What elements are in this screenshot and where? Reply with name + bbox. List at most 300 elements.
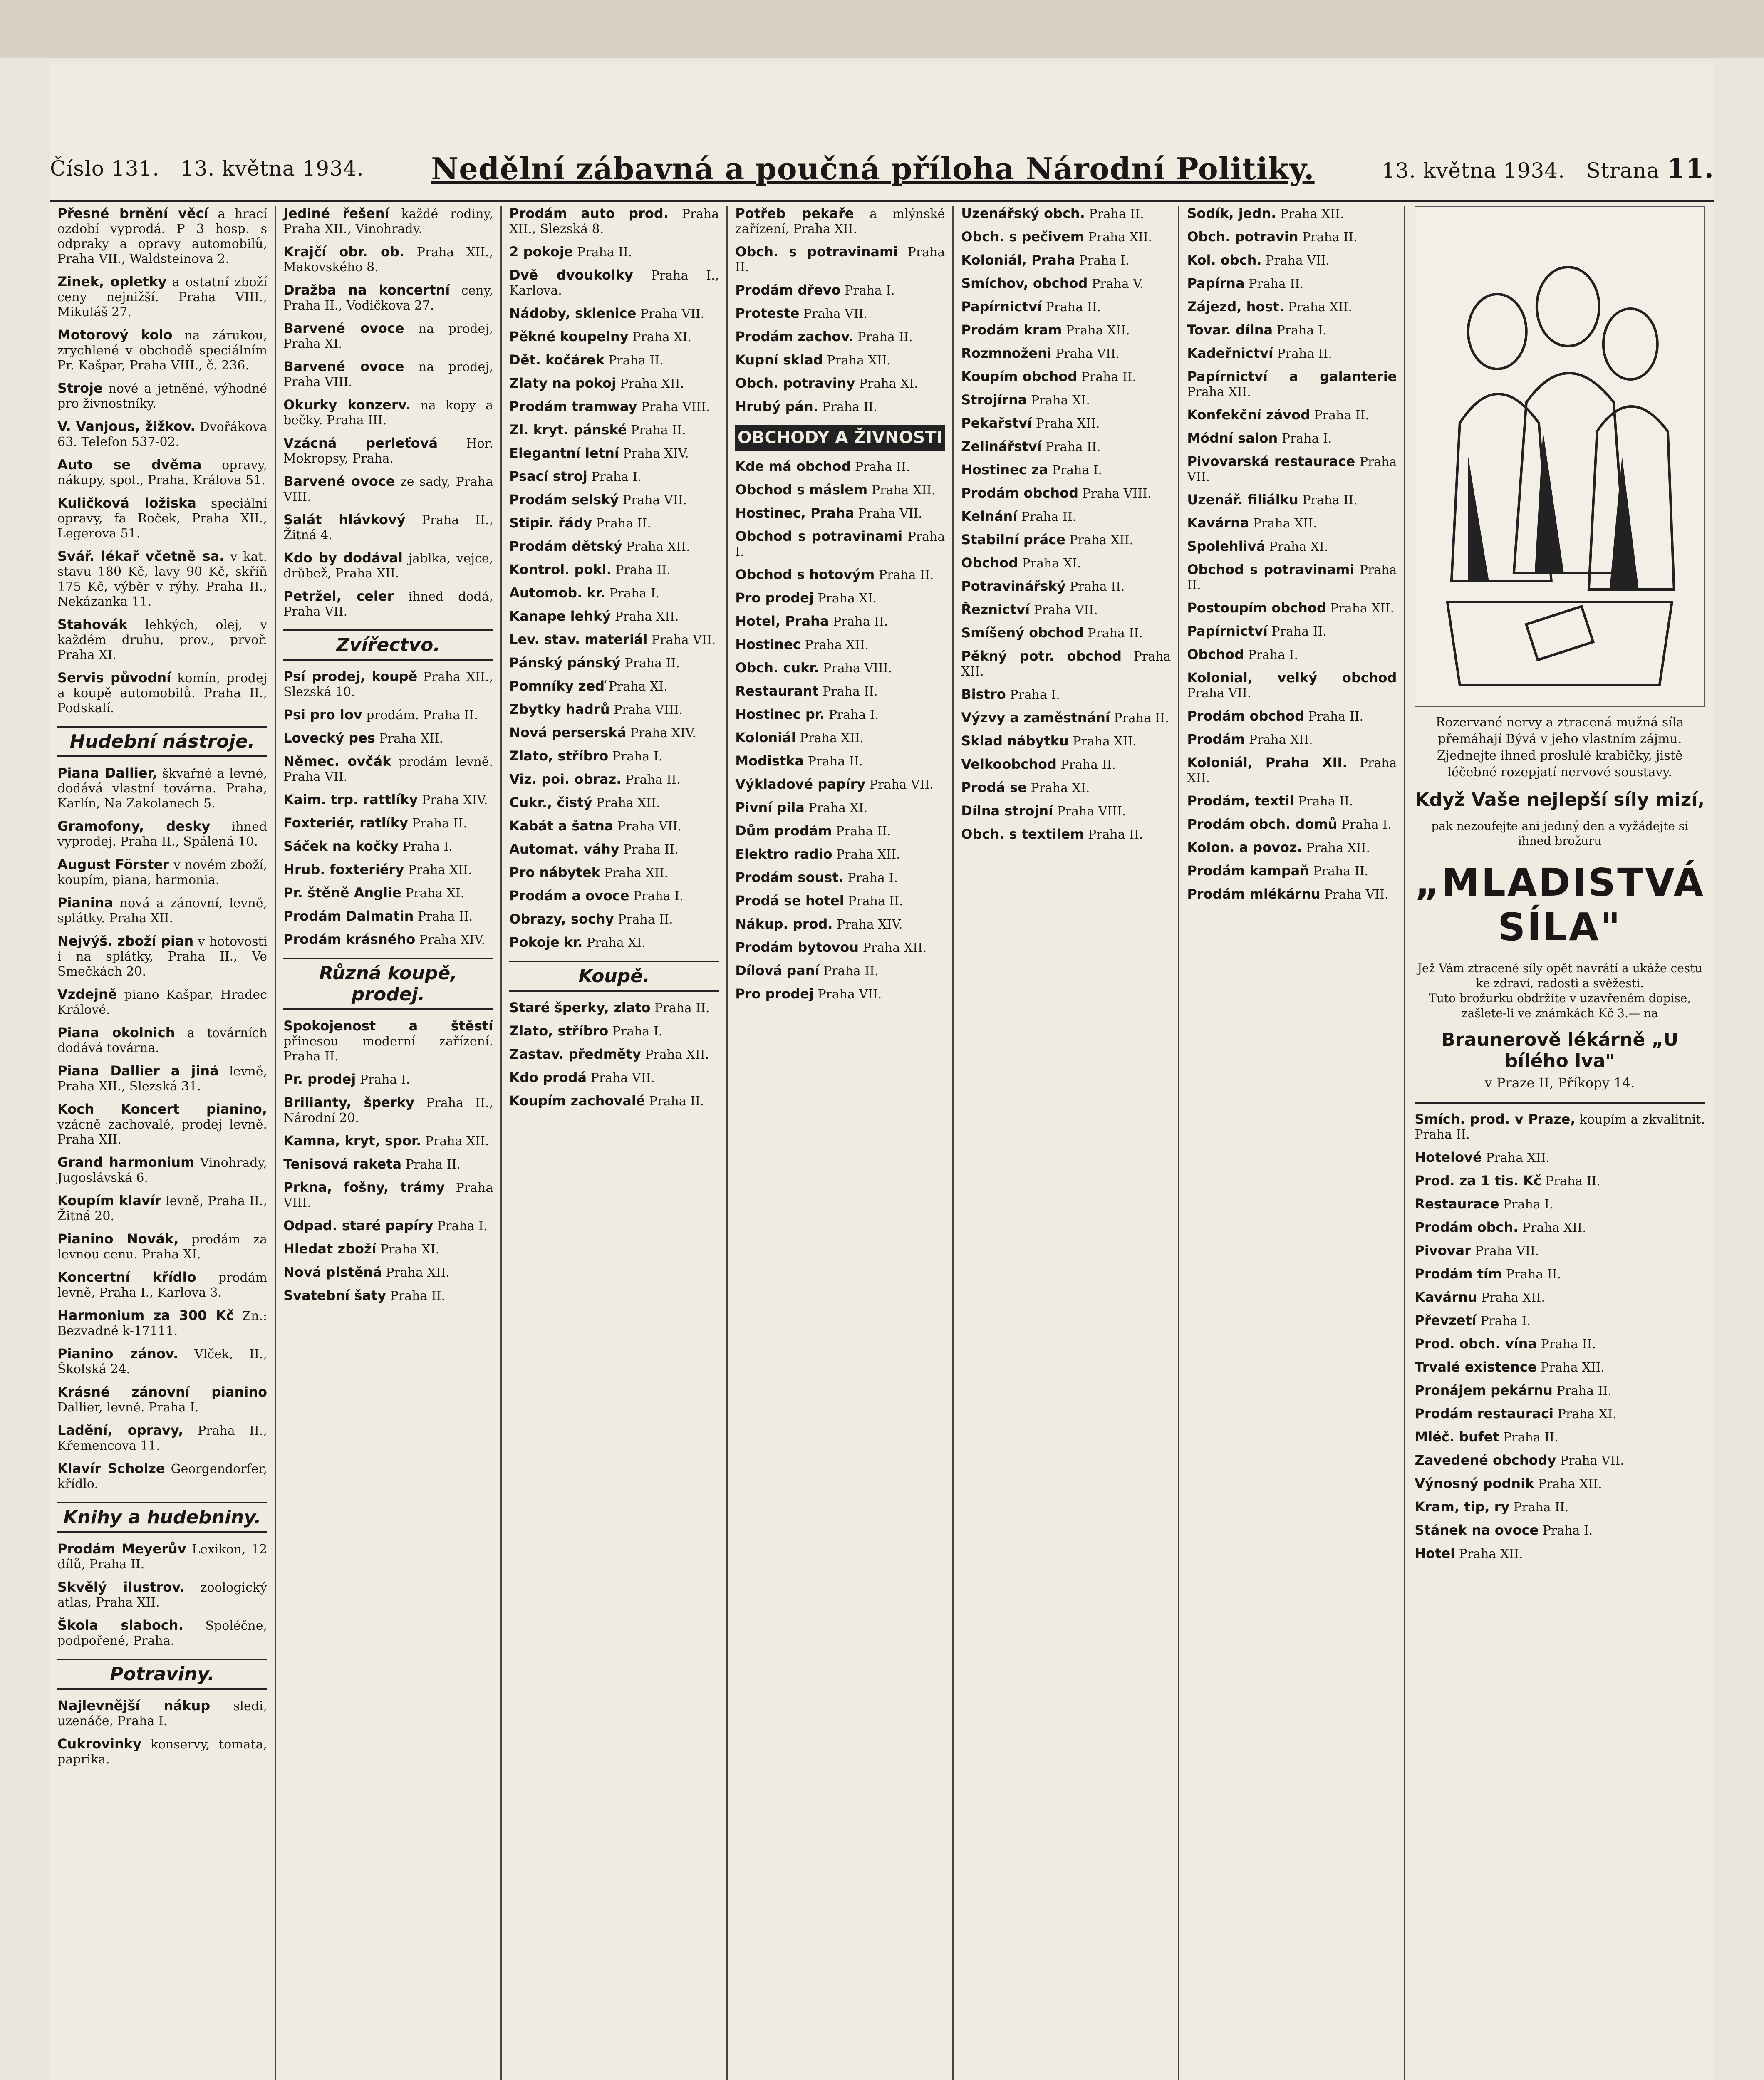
classified-ad: [961, 392, 1171, 408]
ad-text: Praha II.: [417, 909, 473, 924]
ad-headline: Pokoje kr.: [509, 934, 583, 950]
classified-ad: [961, 625, 1171, 641]
classified-ad: [57, 327, 267, 373]
ad-text: Praha XIV.: [421, 793, 488, 807]
classified-ad: [509, 446, 719, 461]
classified-ad: [1415, 1243, 1705, 1259]
classified-ad: [1187, 276, 1397, 292]
classified-ad: [735, 777, 945, 792]
ad-text: Praha XII.: [1486, 1151, 1550, 1165]
classified-ad: [283, 909, 493, 924]
classified-ad: [961, 710, 1171, 726]
ad-text: každé rodiny, Praha XII., Vinohrady.: [283, 207, 493, 236]
ad-text: Praha II.: [1021, 510, 1077, 524]
ad-text: Praha VII.: [640, 307, 704, 321]
ad-text: Praha XII.: [614, 609, 679, 624]
classified-ad: [1415, 1196, 1705, 1212]
classified-ad: [735, 482, 945, 498]
ad-headline: Prodám a ovoce: [509, 888, 629, 904]
ad-text: Praha II.: [1081, 370, 1137, 384]
ad-text: Praha I.: [1281, 431, 1332, 446]
classified-ad: [283, 512, 493, 543]
classified-ad: [1187, 515, 1397, 531]
ad-text: a mlýnské zařízení, Praha XII.: [735, 207, 945, 236]
classified-ad: [735, 800, 945, 816]
ad-headline: Papírna: [1187, 275, 1245, 291]
ad-headline: Obchod s hotovým: [735, 567, 875, 582]
column-2: [276, 206, 502, 2080]
classified-ad: [1415, 1406, 1705, 1422]
ad-headline: Petržel, celer: [283, 588, 394, 604]
ad-headline: Hotelové: [1415, 1149, 1482, 1165]
ad-headline: Dílna strojní: [961, 803, 1053, 819]
advertisement-illustration: [1415, 206, 1705, 707]
ad-headline: Pro prodej: [735, 590, 814, 606]
classified-ad: [509, 772, 719, 787]
ad-text: Praha XII.: [1541, 1360, 1605, 1375]
classified-ad: [283, 1072, 493, 1087]
classified-ad: [283, 839, 493, 854]
ad-headline: Psací stroj: [509, 468, 587, 484]
ad-text: Praha XII.: [425, 1134, 489, 1149]
ad-text: Praha I.: [845, 283, 895, 298]
ad-text: Praha I.: [1480, 1314, 1531, 1328]
ad-headline: Koloniál, Praha: [961, 252, 1075, 268]
ad-headline: Gramofony, desky: [57, 818, 211, 834]
ad-text: Praha XII.: [1522, 1221, 1586, 1235]
ad-text: Praha VIII.: [641, 400, 710, 414]
ad-text: Praha VII.: [1187, 455, 1397, 484]
ad-headline: Sklad nábytku: [961, 733, 1069, 749]
ad-text: Praha II.: [1545, 1174, 1600, 1189]
ad-headline: Koloniál, Praha XII.: [1187, 755, 1348, 770]
ad-headline: Jediné řešení: [283, 206, 389, 221]
classified-ad: [961, 346, 1171, 362]
ad-text: Praha XII.: [604, 866, 669, 880]
classified-ad: [57, 1698, 267, 1729]
ad-text: na prodej, Praha XI.: [283, 322, 493, 351]
classified-ad: [283, 282, 493, 313]
ad-headline: Postoupím obchod: [1187, 600, 1326, 616]
classified-ad: [283, 359, 493, 390]
ad-headline: Sáček na kočky: [283, 838, 399, 854]
ad-headline: Prodám dřevo: [735, 282, 841, 298]
ad-text: Praha I.: [402, 839, 453, 854]
ad-text: Praha II.: [631, 423, 686, 438]
ad-headline: Pěkný potr. obchod: [961, 648, 1122, 664]
ad-headline: Obch. potravin: [1187, 229, 1298, 245]
ad-text: Praha II.: [1556, 1384, 1612, 1398]
ad-headline: Zbytky hadrů: [509, 701, 610, 717]
classified-ad: [509, 888, 719, 904]
ad-text: Praha XIV.: [623, 446, 689, 461]
ad-text: Praha XII.: [596, 796, 660, 810]
ad-text: Praha I.: [735, 530, 945, 559]
classified-ad: [961, 485, 1171, 501]
classified-ad: [1415, 1290, 1705, 1305]
ad-headline: Prodám obchod: [961, 485, 1078, 501]
ad-text: Praha I.: [1542, 1523, 1593, 1538]
classified-ad: [1187, 840, 1397, 856]
ad-headline: Automob. kr.: [509, 585, 606, 601]
ad-text: Praha XII.: [1459, 1547, 1523, 1561]
classified-ad: [509, 818, 719, 834]
ad-text: Praha I.: [1276, 323, 1327, 338]
ad-headline: Pianina: [57, 895, 114, 911]
ad-headline: Obchod: [1187, 646, 1244, 662]
page-number: 11.: [1666, 153, 1714, 184]
ad-headline: Sodík, jedn.: [1187, 206, 1276, 221]
classified-ad: [57, 1308, 267, 1339]
ad-headline: Stipir. řády: [509, 515, 592, 531]
ad-text: Praha XI.: [818, 591, 877, 606]
classified-ad: [1415, 1112, 1705, 1142]
ad-headline: Stahovák: [57, 617, 128, 632]
ad-text: ze sady, Praha VIII.: [283, 475, 493, 504]
classified-ad: [57, 206, 267, 267]
classified-ad: [1415, 1499, 1705, 1515]
classified-ad: [961, 206, 1171, 222]
classified-ad: [509, 492, 719, 508]
ad-text: Praha XII.: [379, 731, 443, 746]
ad-headline: Pro prodej: [735, 986, 814, 1002]
ad-headline: Barvené ovoce: [283, 359, 404, 374]
classified-ad: [283, 1218, 493, 1234]
advertisement-subline: pak nezoufejte ani jediný den a vyžádejte si ihned brožuru: [1431, 819, 1689, 848]
classified-ad: [735, 940, 945, 956]
ad-headline: Prod. za 1 tis. Kč: [1415, 1173, 1541, 1189]
classified-ad: [961, 439, 1171, 455]
ad-headline: Krásné zánovní pianino: [57, 1384, 268, 1400]
ad-headline: Koupím obchod: [961, 369, 1078, 384]
ad-text: Praha II.: [608, 353, 664, 368]
ad-text: Praha XII.: [961, 649, 1171, 679]
classified-ad: [961, 322, 1171, 338]
ad-text: Praha I.: [1052, 463, 1102, 478]
column-4: [728, 206, 954, 2080]
classified-ad: [1187, 206, 1397, 222]
ad-text: Praha II.: [615, 563, 671, 577]
classified-ad: [1187, 346, 1397, 362]
ad-headline: Nádoby, sklenice: [509, 305, 637, 321]
ad-headline: Zlaty na pokoj: [509, 375, 616, 391]
ad-text: Praha II.: [624, 656, 680, 671]
ad-headline: Obch. s pečivem: [961, 229, 1085, 245]
ad-headline: Pánský pánský: [509, 655, 621, 671]
ad-text: Praha II.: [1187, 563, 1397, 592]
classified-ad: [283, 1018, 493, 1064]
ad-text: Praha II.: [857, 330, 913, 344]
classified-ad: [961, 299, 1171, 315]
ad-headline: Zinek, opletky: [57, 274, 167, 290]
ad-headline: Obrazy, sochy: [509, 911, 614, 927]
ad-text: Praha II.: [1088, 626, 1143, 641]
ad-headline: Kontrol. pokl.: [509, 562, 612, 577]
ad-headline: Zelinářství: [961, 438, 1042, 454]
classified-ad: [1415, 1383, 1705, 1399]
classified-ad: [57, 670, 267, 716]
ad-text: Praha XII.: [800, 731, 864, 745]
ad-text: vzácně zachovalé, prodej levně. Praha XII.: [57, 1117, 268, 1147]
ad-text: komín, prodej a koupě automobilů. Praha II., Podskalí.: [57, 671, 268, 716]
ad-headline: Staré šperky, zlato: [509, 1000, 651, 1015]
classified-ad: [283, 932, 493, 948]
ad-text: levně, Praha XII., Slezská 31.: [57, 1064, 268, 1094]
ad-text: Praha I.: [828, 708, 879, 722]
classified-ad: [57, 1423, 267, 1454]
ad-headline: Tovar. dílna: [1187, 322, 1273, 338]
ad-headline: Prod. obch. vína: [1415, 1336, 1537, 1352]
classified-ad: [735, 282, 945, 298]
ad-headline: Nová perserská: [509, 725, 627, 740]
classified-ad: [735, 730, 945, 746]
ad-headline: Servis původní: [57, 670, 171, 686]
classified-ad: [1187, 492, 1397, 508]
ad-headline: Velkoobchod: [961, 756, 1057, 772]
classified-ad: [57, 1102, 267, 1147]
ad-text: Praha VIII.: [283, 1181, 493, 1210]
ad-headline: Prodám kram: [961, 322, 1062, 338]
classified-ad: [509, 842, 719, 857]
ad-text: Praha I.: [1079, 253, 1130, 268]
ad-headline: Pr. štěně Anglie: [283, 885, 401, 901]
ad-headline: Pěkné koupelny: [509, 329, 629, 344]
ad-text: v hotovosti i na splátky, Praha II., Ve Smečkách 20.: [57, 934, 268, 979]
classified-ad: [57, 1063, 267, 1094]
classified-ad: [735, 376, 945, 391]
ad-headline: Prodám bytovou: [735, 939, 859, 955]
ad-headline: Nejvýš. zboží pian: [57, 933, 194, 949]
ad-headline: Prodám obchod: [1187, 708, 1305, 724]
ad-headline: Zavedené obchody: [1415, 1452, 1556, 1468]
classified-ad: [283, 754, 493, 785]
ad-text: Praha XII.: [1073, 734, 1137, 749]
ad-text: Praha VII.: [869, 778, 934, 792]
classified-ad: [1187, 708, 1397, 724]
ad-headline: Lovecký pes: [283, 730, 375, 746]
classified-ad: [735, 870, 945, 886]
ad-text: Praha II.: [1089, 207, 1144, 221]
ad-text: na prodej, Praha VIII.: [283, 360, 493, 389]
classified-ad: [1415, 1476, 1705, 1492]
classified-ad: [1415, 1220, 1705, 1236]
ad-text: Praha XI.: [808, 801, 868, 815]
ad-headline: Piana Dallier a jiná: [57, 1063, 219, 1079]
ad-text: Praha II.: [823, 684, 878, 699]
ad-text: Praha II.: [1503, 1430, 1558, 1445]
ad-headline: Kavárnu: [1415, 1289, 1477, 1305]
ad-text: Praha II.: [823, 964, 879, 978]
classified-ad: [1187, 817, 1397, 832]
classified-ad: [961, 416, 1171, 431]
classified-ad: [509, 244, 719, 260]
classified-ad: [1187, 407, 1397, 423]
section-heading: Koupě.: [509, 961, 719, 992]
ad-text: Praha I.: [612, 1024, 663, 1039]
classified-ad: [509, 329, 719, 345]
ad-headline: Koupím klavír: [57, 1193, 161, 1208]
classified-ad: [283, 1095, 493, 1126]
ad-headline: Výzvy a zaměstnání: [961, 710, 1110, 726]
ad-headline: Elektro radio: [735, 846, 832, 862]
ad-text: jablka, vejce, drůbež, Praha XII.: [283, 551, 493, 581]
classified-ad: [57, 495, 267, 541]
ad-text: Praha I.: [633, 889, 684, 904]
classified-ad: [1187, 670, 1397, 701]
ad-headline: Pianino zánov.: [57, 1346, 178, 1362]
ad-text: Praha II.: [1277, 347, 1332, 361]
ad-text: Praha II.: [390, 1289, 446, 1303]
classified-ad: [735, 707, 945, 723]
classified-ad: [1187, 755, 1397, 786]
ad-headline: Stabilní práce: [961, 532, 1065, 547]
ad-headline: Skvělý ilustrov.: [57, 1579, 185, 1595]
ad-headline: Kde má obchod: [735, 458, 851, 474]
classified-ad: [509, 1023, 719, 1039]
classified-ad: [283, 550, 493, 581]
page-label: Strana: [1586, 158, 1660, 183]
ad-text: Praha II.: [735, 245, 945, 275]
classified-ad: [57, 419, 267, 450]
classified-ad: [735, 399, 945, 415]
ad-headline: Stánek na ovoce: [1415, 1522, 1539, 1538]
ad-headline: Papírnictví: [1187, 623, 1268, 639]
ad-text: Praha XII., Slezská 10.: [283, 670, 493, 699]
advertisement-order-info: Tuto brožurku obdržíte v uzavřeném dopise, zašlete-li ve známkách Kč 3.— na: [1429, 991, 1691, 1020]
ad-headline: Piana okolnich: [57, 1025, 175, 1040]
classified-ad: [509, 352, 719, 368]
classified-ad: [961, 649, 1171, 679]
ad-headline: Prodám zachov.: [735, 329, 854, 344]
ad-headline: Škola slaboch.: [57, 1617, 183, 1633]
ad-text: Praha XII.: [1088, 230, 1152, 245]
ad-headline: Modistka: [735, 753, 804, 769]
classified-ad: [283, 206, 493, 237]
ad-text: Praha VII.: [617, 819, 682, 834]
classified-ad: [1415, 1336, 1705, 1352]
classified-ad: [1187, 647, 1397, 663]
ad-headline: Pomníky zeď: [509, 678, 605, 694]
classified-ad: [57, 765, 267, 811]
ad-headline: Papírnictví a galanterie: [1187, 369, 1397, 384]
ad-headline: Hrub. foxteriéry: [283, 862, 404, 877]
ad-text: Praha II.: [855, 460, 910, 474]
classified-ad: [283, 1265, 493, 1280]
ad-text: ceny, Praha II., Vodičkova 27.: [283, 283, 493, 313]
classified-ad: [57, 1270, 267, 1300]
ad-headline: Konfekční závod: [1187, 407, 1311, 423]
classified-ad: [961, 602, 1171, 618]
classified-ad: [283, 1133, 493, 1149]
ad-text: a ostatní zboží ceny nejnižší. Praha VIII., Mikuláš 27.: [57, 275, 268, 319]
ad-text: Spoléčne, podpořené, Praha.: [57, 1619, 268, 1648]
ad-headline: Prodám obch.: [1415, 1219, 1519, 1235]
ad-headline: Dět. kočárek: [509, 352, 605, 368]
ad-text: speciální opravy, fa Roček, Praha XII., Legerova 51.: [57, 496, 268, 541]
ad-headline: Hrubý pán.: [735, 399, 818, 414]
ad-text: ihned dodá, Praha VII.: [283, 589, 493, 619]
ad-headline: Smíchov, obchod: [961, 275, 1088, 291]
ad-text: Praha II.: [623, 842, 679, 857]
classified-ad: [509, 469, 719, 485]
classified-ad: [735, 847, 945, 862]
ad-text: prodám za levnou cenu. Praha XI.: [57, 1232, 268, 1262]
classified-ad: [509, 725, 719, 741]
ad-headline: Mléč. bufet: [1415, 1429, 1499, 1445]
classified-ad: [509, 655, 719, 671]
classified-ad: [509, 585, 719, 601]
ad-headline: Tenisová raketa: [283, 1156, 402, 1172]
ad-headline: Barvené ovoce: [283, 473, 395, 489]
ad-text: Praha II.: [1302, 230, 1358, 245]
ad-text: Praha I.: [847, 871, 898, 885]
classified-ad: [509, 399, 719, 415]
ad-text: Praha II.: [1506, 1267, 1561, 1282]
ad-text: ihned vyprodej. Praha II., Spálená 10.: [57, 820, 268, 849]
ad-headline: Obchod s potravinami: [1187, 562, 1355, 577]
ad-text: Praha XI.: [1031, 781, 1090, 795]
classified-ad: [57, 1346, 267, 1377]
classified-ad: [283, 1180, 493, 1211]
ad-text: Praha II.: [654, 1001, 710, 1015]
classified-ad: [735, 916, 945, 932]
classified-ad: [1187, 624, 1397, 639]
header-left: [50, 156, 364, 181]
ad-text: Praha II.: [1313, 864, 1368, 879]
ad-text: Praha VII.: [1187, 686, 1251, 701]
issue-date-right: 13. května 1934.: [1382, 158, 1565, 183]
ad-headline: Kdo by dodával: [283, 550, 403, 566]
ad-text: Praha XII.: [1330, 601, 1395, 616]
ad-headline: Smích. prod. v Praze,: [1415, 1111, 1576, 1127]
ad-text: Praha XI.: [632, 330, 692, 344]
ad-headline: Prodám krásného: [283, 931, 416, 947]
ad-headline: Stroje: [57, 380, 103, 396]
classified-ad: [735, 505, 945, 521]
ad-headline: Dražba na koncertní: [283, 282, 450, 298]
classified-ad: [283, 885, 493, 901]
classified-ad: [961, 687, 1171, 703]
ad-headline: Kanape lehký: [509, 608, 611, 624]
classified-ad: [283, 436, 493, 466]
ad-text: Praha XII.: [1249, 733, 1313, 747]
ad-headline: Prodám restauraci: [1415, 1406, 1554, 1421]
ad-text: Praha VII.: [1324, 887, 1389, 902]
ad-headline: Zájezd, host.: [1187, 299, 1284, 314]
classified-ad: [509, 632, 719, 648]
classified-ad: [735, 986, 945, 1002]
ad-text: Praha XII.: [626, 540, 690, 554]
men-at-table-drawing: [1415, 207, 1704, 706]
ad-text: Praha II.: [1513, 1500, 1569, 1515]
ad-text: Praha XII.: [1306, 841, 1370, 855]
ad-headline: Kavárna: [1187, 515, 1249, 531]
classified-ad: [961, 579, 1171, 594]
section-heading: Zvířectvo.: [283, 629, 493, 661]
classified-ad: [509, 306, 719, 322]
classified-ad: [735, 459, 945, 475]
ad-headline: Kdo prodá: [509, 1070, 587, 1085]
ad-headline: Spolehlivá: [1187, 538, 1266, 554]
ad-headline: Pivní pila: [735, 800, 805, 815]
classified-ad: [283, 589, 493, 619]
ad-headline: Viz. poi. obraz.: [509, 771, 622, 787]
ad-headline: Harmonium za 300 Kč: [57, 1307, 234, 1323]
classified-ad: [1415, 1546, 1705, 1562]
ad-text: levně, Praha II., Žitná 20.: [57, 1194, 268, 1223]
header-right: [1382, 153, 1714, 184]
ad-text: Praha II.: [1046, 300, 1101, 314]
